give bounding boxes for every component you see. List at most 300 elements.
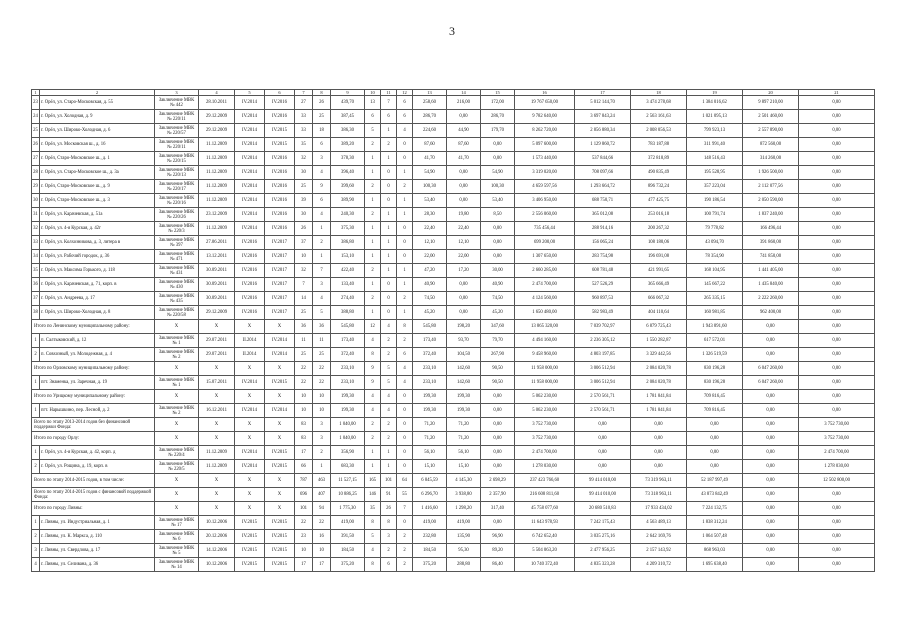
table-cell: 100,30 (413, 180, 447, 194)
table-cell: 87,60 (413, 138, 447, 152)
table-cell: 160 981,85 (687, 306, 743, 320)
table-cell: 0,00 (799, 124, 875, 138)
table-cell: 199,30 (447, 404, 481, 418)
table-cell: 6 (397, 110, 413, 124)
table-cell: 347,60 (481, 320, 515, 334)
table-cell: II.2014 (235, 334, 265, 348)
table-cell: 1 278 030,00 (799, 460, 875, 474)
table-cell: 47,20 (413, 264, 447, 278)
table-cell: 6 (313, 138, 331, 152)
table-cell: 95,30 (447, 544, 481, 558)
table-row (32, 558, 875, 572)
row-number: 4 (32, 558, 40, 572)
table-cell: 2 084 020,78 (631, 376, 687, 390)
table-cell: 6 (313, 194, 331, 208)
table-cell: 71,20 (447, 418, 481, 432)
table-cell: 0,00 (687, 446, 743, 460)
document-cell: Заключение МВК № 5 (155, 544, 199, 558)
table-cell: 0,00 (447, 278, 481, 292)
table-cell: 2 008 056,53 (631, 124, 687, 138)
table-cell: IV.2017 (265, 292, 295, 306)
summary-label: Итого по городу Ливны: (32, 502, 155, 516)
table-row (32, 348, 875, 362)
table-cell: 1 (397, 166, 413, 180)
table-cell: X (265, 418, 295, 432)
table-cell: 0,00 (799, 376, 875, 390)
table-cell: 56,10 (447, 446, 481, 460)
table-cell: 0,00 (481, 152, 515, 166)
table-cell: 78 354,90 (687, 250, 743, 264)
table-cell: IV.2014 (235, 208, 265, 222)
table-cell: 0,00 (481, 516, 515, 530)
table-cell: 0,00 (631, 446, 687, 460)
table-cell: 30.09.2011 (199, 278, 235, 292)
table-cell: 1 (381, 124, 397, 138)
table-cell: 0 (381, 180, 397, 194)
table-cell: 10.12.2006 (199, 558, 235, 572)
table-cell: 4 (397, 124, 413, 138)
table-cell: 3 (381, 530, 397, 544)
table-row (32, 208, 875, 222)
table-cell: 196 691,08 (631, 250, 687, 264)
table-cell: 5 (381, 362, 397, 376)
row-number: 37 (32, 292, 40, 306)
table-cell: 288 914,16 (575, 222, 631, 236)
table-cell: 6 742 652,40 (515, 530, 575, 544)
table-cell: 2 698,29 (481, 474, 515, 488)
table-cell: 35 (295, 138, 313, 152)
table-cell: 1 (381, 152, 397, 166)
table-cell: 372,40 (331, 348, 365, 362)
table-cell: 0,00 (481, 432, 515, 446)
table-cell: 200 267,32 (631, 222, 687, 236)
table-cell: 2 (397, 558, 413, 572)
table-cell: 108 180,06 (631, 236, 687, 250)
table-cell: 26 (295, 222, 313, 236)
table-cell: 32 (295, 152, 313, 166)
table-cell: 1 (313, 460, 331, 474)
table-cell: 86,40 (481, 558, 515, 572)
table-row (32, 516, 875, 530)
document-cell: Заключение МВК № 435 (155, 292, 199, 306)
table-cell: 1 (365, 166, 381, 180)
table-cell: 404 110,64 (631, 306, 687, 320)
table-cell: 52 187 997,49 (687, 474, 743, 488)
address-cell: г. Орёл, ул. 4-я Курская, д. 42, корп. д (40, 446, 155, 460)
table-cell: 2 (397, 292, 413, 306)
table-cell: 391 860,00 (743, 236, 799, 250)
table-cell: 6 (381, 110, 397, 124)
table-cell: 4 (365, 404, 381, 418)
table-cell: 199,30 (447, 390, 481, 404)
table-cell: 799 923,13 (687, 124, 743, 138)
table-cell: 172,00 (481, 96, 515, 110)
table-cell: 25 (295, 348, 313, 362)
table-cell: 419,00 (413, 516, 447, 530)
table-cell: IV.2016 (235, 264, 265, 278)
table-cell: 36 (313, 320, 331, 334)
table-cell: 4 (313, 208, 331, 222)
table-cell: 22 (313, 376, 331, 390)
table-cell: IV.2014 (235, 446, 265, 460)
table-cell: 54,90 (413, 166, 447, 180)
table-cell: X (235, 474, 265, 488)
table-cell: 6 296,70 (413, 488, 447, 502)
table-cell: 22 (313, 362, 331, 376)
table-cell: 477 425,75 (631, 194, 687, 208)
table-cell: 199,30 (331, 390, 365, 404)
table-cell: 16 (313, 530, 331, 544)
table-cell: 2 477 956,25 (575, 544, 631, 558)
table-cell: 896 732,24 (631, 180, 687, 194)
table-cell: 4 (397, 376, 413, 390)
table-cell: 19,80 (447, 208, 481, 222)
table-cell: 83 (295, 418, 313, 432)
table-cell: 419,00 (331, 516, 365, 530)
table-cell: IV.2017 (265, 306, 295, 320)
table-cell: 1 (313, 250, 331, 264)
table-cell: 2 474 700,00 (515, 446, 575, 460)
table-cell: 3 006 512,94 (575, 362, 631, 376)
table-cell: 27.06.2011 (199, 236, 235, 250)
table-cell: 2 157 143,92 (631, 544, 687, 558)
column-number: 15 (481, 90, 515, 96)
table-cell: 830 196,28 (687, 362, 743, 376)
table-cell: 173,40 (331, 334, 365, 348)
table-cell: 8 (365, 516, 381, 530)
table-cell: 2 (381, 348, 397, 362)
address-cell: г. Орёл, ул. Старо-Московская, д. 55 (40, 96, 155, 110)
table-cell: 3 752 730,00 (515, 418, 575, 432)
table-cell: 4 124 560,00 (515, 292, 575, 306)
table-cell: X (199, 390, 235, 404)
table-cell: 40,90 (481, 278, 515, 292)
table-cell: 2 557 890,00 (743, 124, 799, 138)
table-cell: 4 (381, 390, 397, 404)
address-cell: г. Орёл, ул. Колхозникова, д. 3, литера в (40, 236, 155, 250)
table-cell: 582 983,49 (575, 306, 631, 320)
table-cell: IV.2016 (235, 278, 265, 292)
table-cell: 20.12.2006 (199, 530, 235, 544)
table-cell: IV.2014 (235, 222, 265, 236)
table-cell: 2 084 020,78 (631, 362, 687, 376)
table-cell: 4 563 489,13 (631, 516, 687, 530)
row-number: 26 (32, 138, 40, 152)
table-row (32, 306, 875, 320)
table-cell: 5 504 063,20 (515, 544, 575, 558)
table-cell: II.2014 (235, 348, 265, 362)
table-cell: 1 550 282,87 (631, 334, 687, 348)
table-cell: 56,10 (413, 446, 447, 460)
table-cell: 0,00 (799, 348, 875, 362)
table-cell: 1 (365, 236, 381, 250)
table-cell: 2 (381, 418, 397, 432)
table-cell: 37 (295, 236, 313, 250)
table-cell: 0 (397, 418, 413, 432)
table-cell: 1 (397, 264, 413, 278)
table-cell: 237 423 766,60 (515, 474, 575, 488)
table-cell: 5 (365, 124, 381, 138)
table-cell: X (155, 502, 199, 516)
table-cell: 2 642 169,76 (631, 530, 687, 544)
table-cell: 1 040,00 (331, 418, 365, 432)
table-cell: 30.09.2011 (199, 264, 235, 278)
table-cell: 1 (381, 264, 397, 278)
table-cell: IV.2014 (235, 194, 265, 208)
table-cell: 2 (397, 334, 413, 348)
table-cell: 868 963,03 (687, 544, 743, 558)
address-cell: пгт. Нарышкино, пер. Лесной, д. 2 (40, 404, 155, 418)
table-cell: 195 528,95 (687, 166, 743, 180)
table-cell: 4 (365, 390, 381, 404)
table-cell: 274,40 (331, 292, 365, 306)
table-cell: 286,70 (481, 110, 515, 124)
table-cell: IV.2016 (265, 194, 295, 208)
table-cell: X (155, 474, 199, 488)
table-cell: 53,40 (481, 194, 515, 208)
table-cell: 3 329 442,56 (631, 348, 687, 362)
table-cell: 3 006 512,94 (575, 376, 631, 390)
table-cell: 830 196,28 (687, 376, 743, 390)
row-number: 34 (32, 250, 40, 264)
table-cell: 0 (381, 166, 397, 180)
table-cell: 4 145,30 (447, 474, 481, 488)
table-cell: 233,10 (413, 362, 447, 376)
table-cell: 11 958 000,00 (515, 376, 575, 390)
table-cell: 1 943 891,60 (687, 320, 743, 334)
table-cell: 233,10 (413, 376, 447, 390)
document-cell: Заключение МВК № 220/4 (155, 446, 199, 460)
table-cell: 0,00 (743, 404, 799, 418)
table-cell: 14 (295, 292, 313, 306)
table-cell: 73 319 963,11 (631, 474, 687, 488)
summary-label: Всего по этапу 2014-2015 годов с финансовой поддержкой Фонда: (32, 488, 155, 502)
row-number: 38 (32, 306, 40, 320)
table-cell: 199,30 (331, 404, 365, 418)
column-number: 17 (575, 90, 631, 96)
table-cell: X (199, 418, 235, 432)
table-cell: 683,30 (331, 460, 365, 474)
table-cell: 93,70 (447, 334, 481, 348)
table-cell: 3 (313, 152, 331, 166)
summary-row (32, 432, 875, 446)
table-cell: 3 697 843,24 (575, 110, 631, 124)
summary-label: Всего по этапу 2013-2014 годов без финансовой поддержки Фонда: (32, 418, 155, 432)
table-cell: 0,00 (743, 544, 799, 558)
table-cell: IV.2016 (265, 110, 295, 124)
row-number: 32 (32, 222, 40, 236)
table-cell: 0,00 (799, 362, 875, 376)
table-cell: 0,00 (481, 390, 515, 404)
table-cell: 224,60 (413, 124, 447, 138)
table-cell: 10 (313, 390, 331, 404)
table-cell: 1 (397, 208, 413, 222)
table-cell: 2 (397, 544, 413, 558)
table-cell: 4 (313, 292, 331, 306)
table-cell: 439,70 (331, 96, 365, 110)
table-cell: X (155, 418, 199, 432)
table-cell: 0,00 (743, 516, 799, 530)
table-cell: 15,10 (413, 460, 447, 474)
table-cell: 199,30 (413, 390, 447, 404)
table-cell: 4 (313, 166, 331, 180)
table-cell: 22,00 (447, 250, 481, 264)
table-cell: 5 (381, 376, 397, 390)
table-cell: 73 318 963,11 (631, 488, 687, 502)
table-cell: 79,70 (481, 334, 515, 348)
address-cell: п. Совхозный, ул. Молодежная, д. 4 (40, 348, 155, 362)
table-cell: 45,20 (413, 306, 447, 320)
table-cell: 0,00 (799, 516, 875, 530)
table-cell: 1 650 480,00 (515, 306, 575, 320)
table-cell: 10 (295, 544, 313, 558)
table-cell: IV.2015 (265, 376, 295, 390)
table-cell: 0,00 (743, 418, 799, 432)
table-cell: 10 (295, 390, 313, 404)
table-cell: 4 494 160,00 (515, 334, 575, 348)
table-cell: 233,10 (331, 362, 365, 376)
table-cell: IV.2015 (265, 558, 295, 572)
table-cell: 9 (313, 180, 331, 194)
table-cell: 45,20 (481, 306, 515, 320)
table-cell: 872 560,00 (743, 138, 799, 152)
table-cell: 100 791,74 (687, 208, 743, 222)
table-cell: IV.2015 (265, 138, 295, 152)
table-cell: 179,70 (481, 124, 515, 138)
table-cell: 40,90 (413, 278, 447, 292)
table-cell: 64 (397, 474, 413, 488)
table-cell: 0,00 (631, 432, 687, 446)
table-row (32, 110, 875, 124)
table-cell: 314 260,00 (743, 152, 799, 166)
table-cell: 688 750,71 (575, 194, 631, 208)
table-row (32, 138, 875, 152)
table-cell: 26 (381, 502, 397, 516)
table-cell: 0,00 (799, 166, 875, 180)
table-cell: 0,00 (575, 446, 631, 460)
document-cell: Заключение МВК № 220/26 (155, 208, 199, 222)
table-cell: 35 (365, 502, 381, 516)
summary-label: Итого по городу Орлу: (32, 432, 155, 446)
table-cell: 53,40 (413, 194, 447, 208)
table-cell: 166 496,44 (743, 222, 799, 236)
table-cell: IV.2014 (235, 152, 265, 166)
table-cell: 0,00 (743, 446, 799, 460)
table-cell: 8 (365, 348, 381, 362)
table-cell: 29.12.2009 (199, 306, 235, 320)
table-cell: 0 (397, 138, 413, 152)
table-cell: X (155, 320, 199, 334)
table-cell: 55 (397, 488, 413, 502)
table-cell: 142,60 (447, 376, 481, 390)
document-cell: Заключение МВК № 397 (155, 236, 199, 250)
table-cell: IV.2017 (265, 236, 295, 250)
table-cell: 419,00 (447, 516, 481, 530)
table-cell: 463 (313, 474, 331, 488)
table-cell: 4 (381, 404, 397, 418)
table-cell: 1 326 519,59 (687, 348, 743, 362)
table-cell: 6 047 260,00 (743, 376, 799, 390)
table-cell: 165 (365, 474, 381, 488)
row-number: 28 (32, 166, 40, 180)
address-cell: г. Орёл, Старо-Московское ш., д. 3 (40, 194, 155, 208)
table-cell: 0,00 (447, 292, 481, 306)
address-cell: г. Орёл, ул. Рабочий городок, д. 36 (40, 250, 155, 264)
table-cell: 10 740 372,40 (515, 558, 575, 572)
table-cell: 317,40 (481, 502, 515, 516)
table-cell: 389,20 (331, 138, 365, 152)
table-cell: 2 (313, 236, 331, 250)
table-cell: 0 (397, 460, 413, 474)
table-cell: 1 (397, 306, 413, 320)
table-cell: 741 850,00 (743, 250, 799, 264)
table-cell: IV.2015 (265, 516, 295, 530)
document-cell: Заключение МВК № 2 (155, 348, 199, 362)
table-row (32, 180, 875, 194)
table-cell: 421 991,65 (631, 264, 687, 278)
address-cell: г. Орёл, ул. Карачевская, д. 51а (40, 208, 155, 222)
table-cell: 29.12.2009 (199, 124, 235, 138)
document-cell: Заключение МВК № 431 (155, 264, 199, 278)
table-cell: 22,00 (413, 250, 447, 264)
address-cell: г. Орёл, ул. Андреева, д. 17 (40, 292, 155, 306)
table-cell: X (265, 320, 295, 334)
row-number: 30 (32, 194, 40, 208)
table-cell: 19 767 650,00 (515, 96, 575, 110)
page-number: 3 (449, 24, 455, 38)
summary-label: Всего по этапу 2014-2015 годов, в том числе: (32, 474, 155, 488)
table-cell: 5 062 230,00 (515, 390, 575, 404)
table-cell: 18 (313, 124, 331, 138)
address-cell: г. Орёл, ул. Максима Горького, д. 118 (40, 264, 155, 278)
column-number: 9 (331, 90, 365, 96)
table-cell: 0,00 (743, 432, 799, 446)
table-cell: 1 (381, 222, 397, 236)
table-cell: X (155, 362, 199, 376)
table-cell: 28,30 (413, 208, 447, 222)
table-cell: 0,00 (799, 152, 875, 166)
table-cell: IV.2015 (235, 558, 265, 572)
table-cell: 7 (313, 264, 331, 278)
table-cell: X (235, 320, 265, 334)
table-cell: 0 (397, 390, 413, 404)
row-number: 27 (32, 152, 40, 166)
table-cell: 23 (295, 530, 313, 544)
table-cell: 1 064 507,48 (687, 530, 743, 544)
table-row (32, 544, 875, 558)
table-cell: 1 (397, 194, 413, 208)
table-cell: 386,80 (331, 236, 365, 250)
table-cell: 27 (295, 96, 313, 110)
table-cell: 101 (295, 502, 313, 516)
table-cell: 1 416,60 (413, 502, 447, 516)
table-cell: 17 (295, 558, 313, 572)
table-cell: 0,00 (743, 558, 799, 572)
table-cell: 30.09.2011 (199, 292, 235, 306)
column-number: 5 (235, 90, 265, 96)
table-cell: X (199, 320, 235, 334)
table-cell: 0,00 (799, 306, 875, 320)
table-cell: 198,20 (447, 320, 481, 334)
table-cell: 13 865 320,00 (515, 320, 575, 334)
table-cell: 90,50 (481, 362, 515, 376)
table-cell: 3 938,80 (447, 488, 481, 502)
table-cell: 104,50 (447, 348, 481, 362)
table-cell: 9 (365, 362, 381, 376)
row-number: 36 (32, 278, 40, 292)
table-cell: 1 (365, 446, 381, 460)
address-cell: г. Орёл, ул. 4-я Курская, д. 42г (40, 222, 155, 236)
